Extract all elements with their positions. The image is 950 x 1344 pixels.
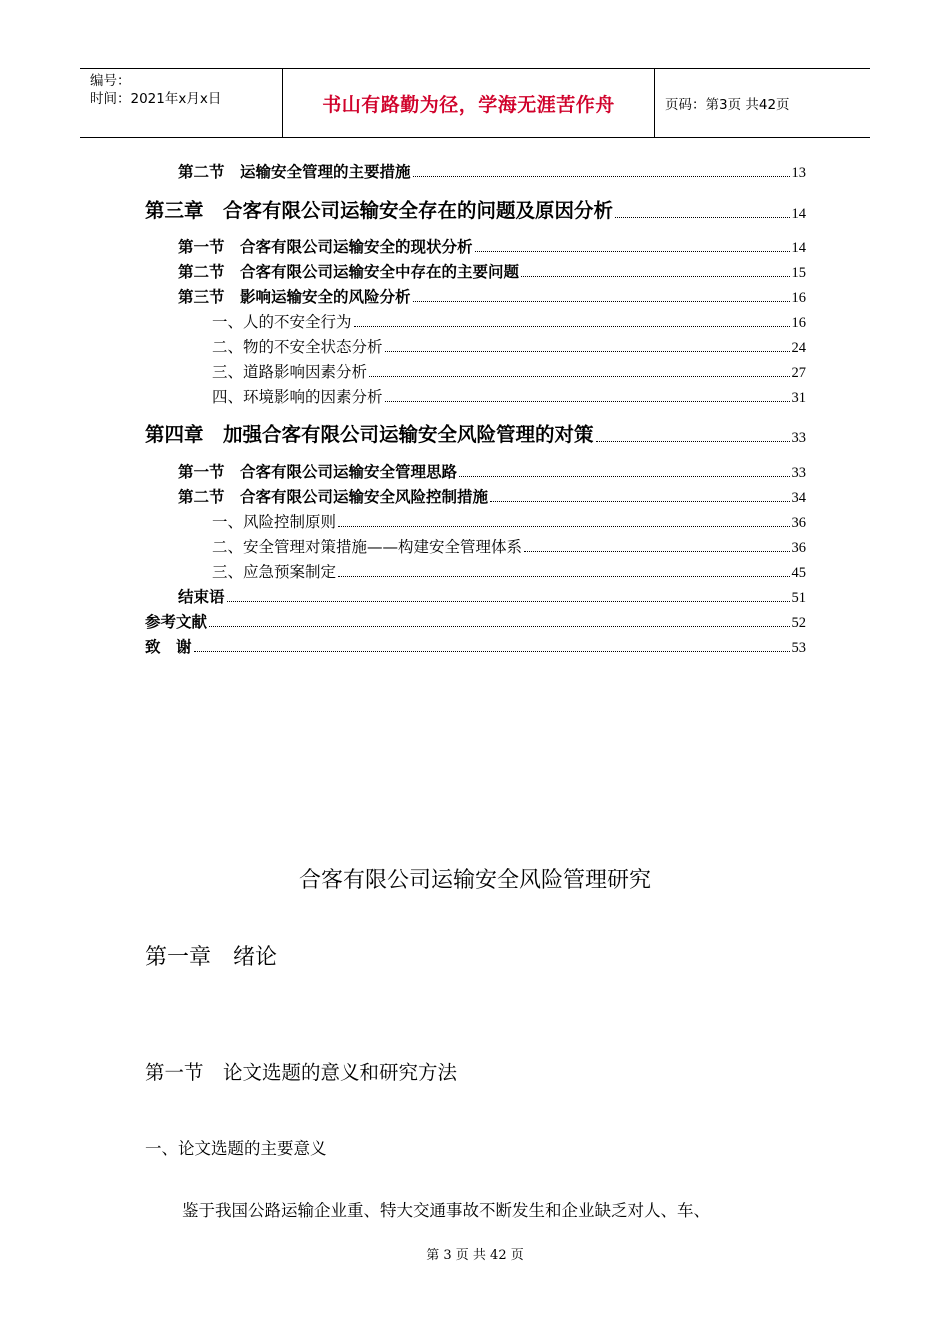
toc-entry <box>178 160 806 182</box>
toc-entry-page: 34 <box>791 490 806 506</box>
toc-leader-dots <box>490 501 789 502</box>
toc-entry-page: 33 <box>791 430 806 446</box>
toc-entry <box>212 560 806 582</box>
toc-entry-label: 一、风险控制原则 <box>212 513 337 531</box>
toc-leader-dots <box>475 251 790 252</box>
toc-leader-dots <box>194 651 790 652</box>
toc-entry <box>212 335 806 357</box>
toc-entry-page: 53 <box>791 640 806 656</box>
toc-entry-label: 第三章 合客有限公司运输安全存在的问题及原因分析 <box>145 199 614 222</box>
toc-leader-dots <box>413 176 790 177</box>
toc-entry-page: 31 <box>791 390 806 406</box>
toc-entry-page: 36 <box>791 515 806 531</box>
toc-entry <box>212 360 806 382</box>
toc-leader-dots <box>596 441 790 442</box>
toc-leader-dots <box>369 376 789 377</box>
body-paragraph: 鉴于我国公路运输企业重、特大交通事故不断发生和企业缺乏对人、车、 <box>182 1201 710 1220</box>
toc-entry-page: 13 <box>791 165 806 181</box>
toc-leader-dots <box>413 301 790 302</box>
toc-leader-dots <box>338 526 789 527</box>
toc-leader-dots <box>354 326 790 327</box>
header-motto: 书山有路勤为径，学海无涯苦作舟 <box>282 69 655 137</box>
toc-entry-page: 14 <box>791 240 806 256</box>
section-heading: 第一节 论文选题的意义和研究方法 <box>145 1061 458 1084</box>
toc-entry-label: 二、物的不安全状态分析 <box>212 338 383 356</box>
toc-leader-dots <box>615 217 789 218</box>
toc-entry-page: 36 <box>791 540 806 556</box>
toc-entry <box>178 485 806 507</box>
subsection-heading: 一、论文选题的主要意义 <box>145 1139 327 1158</box>
toc-entry <box>212 510 806 532</box>
toc-entry-page: 33 <box>791 465 806 481</box>
toc-entry-label: 第一节 合客有限公司运输安全的现状分析 <box>178 238 473 256</box>
toc-entry <box>178 585 806 607</box>
toc-entry <box>145 635 806 657</box>
toc-entry <box>145 421 806 447</box>
toc-leader-dots <box>209 626 789 627</box>
toc-entry-label: 一、人的不安全行为 <box>212 313 352 331</box>
toc-entry-label: 第二节 运输安全管理的主要措施 <box>178 163 411 181</box>
header-meta <box>80 69 282 137</box>
toc-entry <box>212 310 806 332</box>
toc-entry-label: 四、环境影响的因素分析 <box>212 388 383 406</box>
toc-leader-dots <box>385 401 790 402</box>
toc-entry-label: 三、应急预案制定 <box>212 563 337 581</box>
toc-entry <box>212 385 806 407</box>
toc-entry-label: 参考文献 <box>145 613 208 631</box>
toc-entry-label: 结束语 <box>178 588 225 606</box>
toc-entry-label: 三、道路影响因素分析 <box>212 363 368 381</box>
toc-entry-page: 16 <box>791 315 806 331</box>
toc-entry-label: 第二节 合客有限公司运输安全风险控制措施 <box>178 488 489 506</box>
toc-entry <box>145 197 806 223</box>
toc-entry <box>212 535 806 557</box>
toc-entry <box>178 460 806 482</box>
toc-entry-label: 第一节 合客有限公司运输安全管理思路 <box>178 463 458 481</box>
toc-entry <box>145 610 806 632</box>
toc-entry-page: 52 <box>791 615 806 631</box>
toc-entry-page: 15 <box>791 265 806 281</box>
toc-leader-dots <box>459 476 789 477</box>
toc-entry-page: 27 <box>791 365 806 381</box>
toc-entry-page: 51 <box>791 590 806 606</box>
paper-title: 合客有限公司运输安全风险管理研究 <box>298 868 651 893</box>
time-label: 时间：2021年x月x日 <box>90 91 222 107</box>
toc-entry-label: 第三节 影响运输安全的风险分析 <box>178 288 411 306</box>
chapter-heading: 第一章 绪论 <box>145 945 278 970</box>
toc-entry-label: 致 谢 <box>145 638 192 656</box>
toc-leader-dots <box>385 351 790 352</box>
toc-leader-dots <box>524 551 789 552</box>
toc-entry-label: 第四章 加强合客有限公司运输安全风险管理的对策 <box>145 423 594 446</box>
toc-entry-page: 14 <box>791 206 806 222</box>
toc-leader-dots <box>338 576 789 577</box>
header-page-info: 页码：第3页 共42页 <box>665 97 790 113</box>
page-footer: 第 3 页 共 42 页 <box>426 1248 524 1263</box>
toc-entry <box>178 260 806 282</box>
page-header <box>80 68 870 138</box>
toc-entry-page: 24 <box>791 340 806 356</box>
toc-entry-page: 45 <box>791 565 806 581</box>
toc-entry-label: 第二节 合客有限公司运输安全中存在的主要问题 <box>178 263 520 281</box>
toc-leader-dots <box>227 601 790 602</box>
toc-entry-label: 二、安全管理对策措施——构建安全管理体系 <box>212 538 523 556</box>
toc-leader-dots <box>521 276 789 277</box>
serial-label: 编号： <box>90 73 131 89</box>
toc-entry-page: 16 <box>791 290 806 306</box>
toc-entry <box>178 285 806 307</box>
toc-entry <box>178 235 806 257</box>
